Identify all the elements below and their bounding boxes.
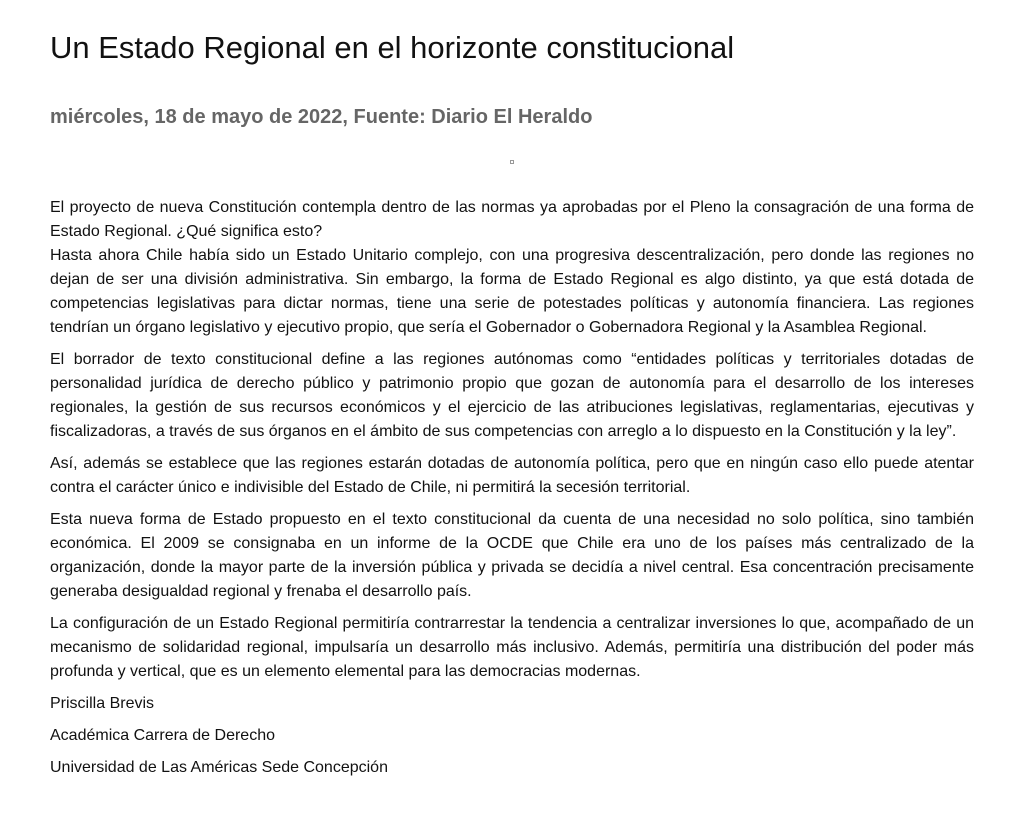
paragraph-intro: El proyecto de nueva Constitución contempla dentro de las normas ya aprobadas por el Pleno la consagración de una forma de Estado Regional. ¿Qué significa esto? [50,199,974,240]
paragraph-unitary-state: Hasta ahora Chile había sido un Estado Unitario complejo, con una progresiva descentralización, pero donde las regiones no dejan de ser una división administrativa. Sin embargo, la forma de Estado Regional es algo distinto, ya que está dotada de competencias legislativas para dictar normas, tiene una serie de potestades políticas y autonomía financiera. Las regiones tendrían un órgano legislativo y ejecutivo propio, que sería el Gobernador o Gobernadora Regional y la Asamblea Regional. [50,247,974,336]
paragraph-regional-solidarity: La configuración de un Estado Regional permitiría contrarrestar la tendencia a centralizar inversiones lo que, acompañado de un mecanismo de solidaridad regional, impulsaría un desarrollo más inclusivo. Además, permitiría una distribución del poder más profunda y vertical, que es un elemento elemental para las democracias modernas. [50,615,974,680]
article-title: Un Estado Regional en el horizonte constitucional [50,30,735,65]
article-body [50,196,974,780]
paragraph-economic-need: Esta nueva forma de Estado propuesto en el texto constitucional da cuenta de una necesidad no solo política, sino también económica. El 2009 se consignaba en un informe de la OCDE que Chile era uno de los países más centralizado de la organización, donde la mayor parte de la inversión pública y privada se decidía a nivel central. Esa concentración precisamente generaba desigualdad regional y frenaba el desarrollo país. [50,511,974,600]
paragraph-political-autonomy: Así, además se establece que las regiones estarán dotadas de autonomía política, pero que en ningún caso ello puede atentar contra el carácter único e indivisible del Estado de Chile, ni permitirá la secesión territorial. [50,455,974,496]
broken-image-icon [510,160,514,164]
paragraph-draft-definition: El borrador de texto constitucional define a las regiones autónomas como “entidades políticas y territoriales dotadas de personalidad jurídica de derecho público y patrimonio propio que gozan de autonomía para el desarrollo de los intereses regionales, la gestión de sus recursos económicos y el ejercicio de las atribuciones legislativas, reglamentarias, ejecutivas y fiscalizadoras, a través de sus órganos en el ámbito de sus competencias con arreglo a lo dispuesto en la Constitución y la ley”. [50,351,974,440]
author-position: Académica Carrera de Derecho [50,727,275,744]
article-date-source: miércoles, 18 de mayo de 2022, Fuente: Diario El Heraldo [50,106,593,128]
author-name: Priscilla Brevis [50,695,155,712]
author-institution: Universidad de Las Américas Sede Concepción [50,759,388,776]
